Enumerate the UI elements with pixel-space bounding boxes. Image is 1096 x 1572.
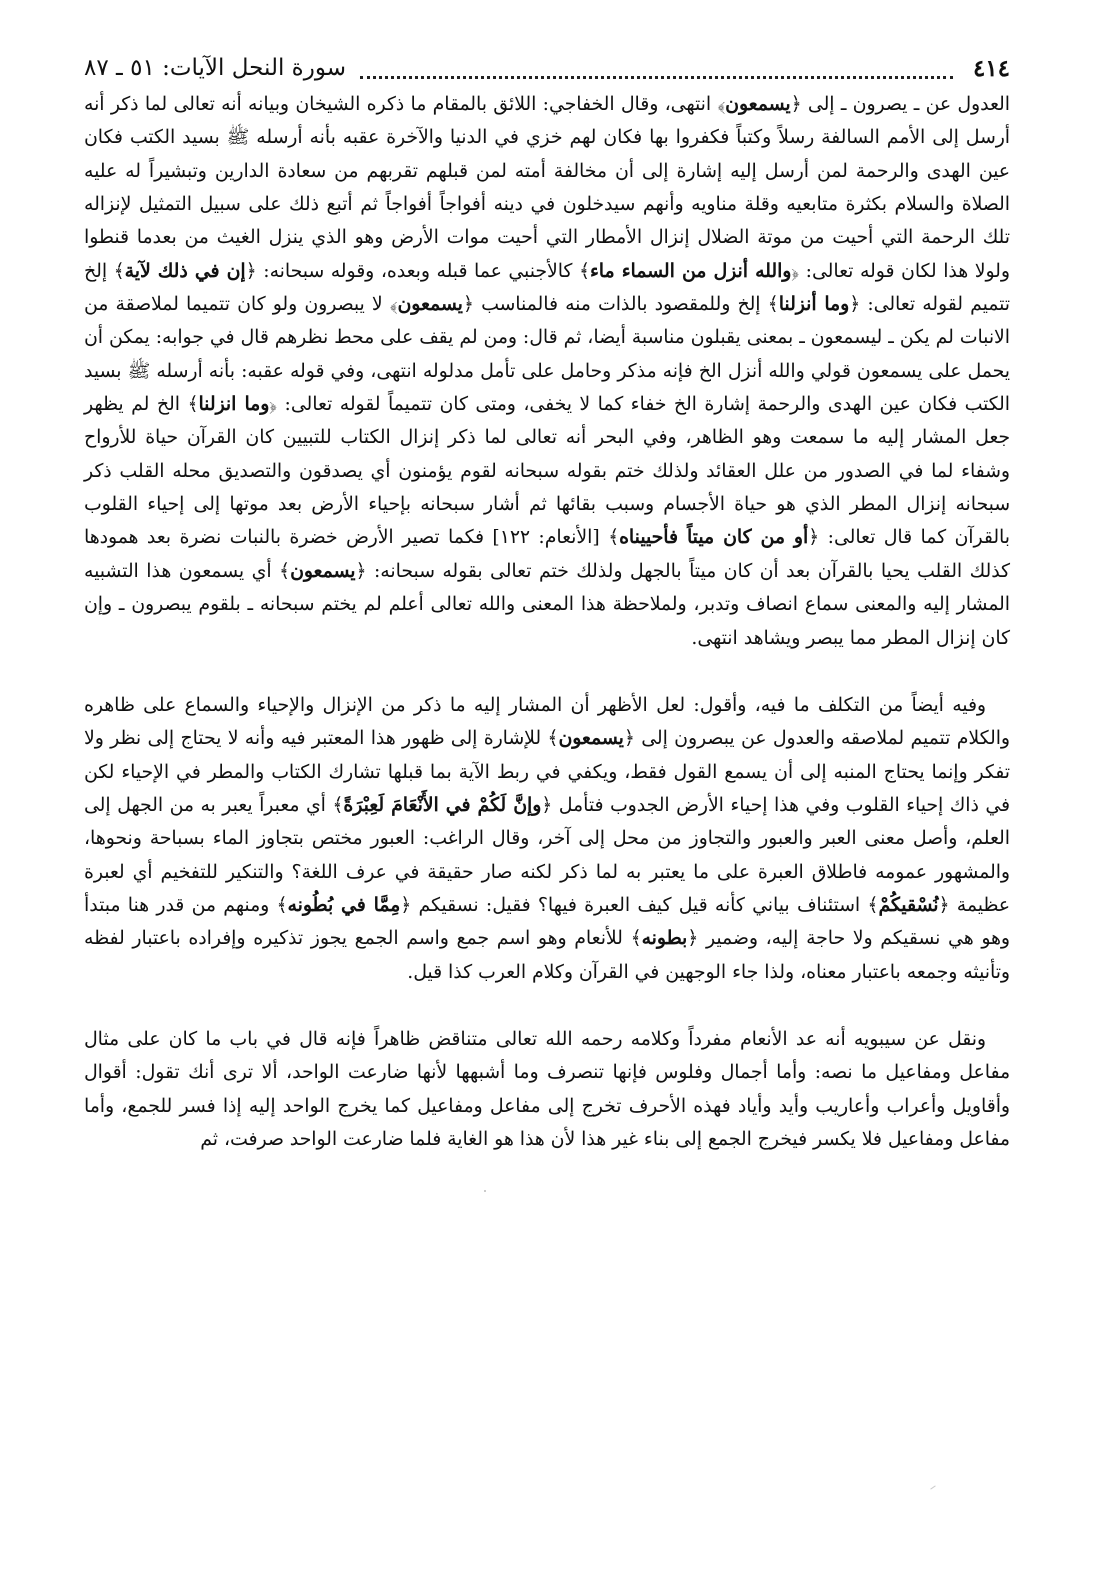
paragraph-text: أي يسمعون هذا التشبيه المشار إليه والمعنى سماع انصاف وتدبر، ولملاحظة هذا المعنى والله تعالى أعلم لم يختم سبحانه ـ بلقوم يبصرون ـ وإن كان إنزال المطر مما يبصر ويشاهد انتهى. xyxy=(84,560,1010,649)
quran-quote: بطونه xyxy=(641,927,688,950)
scan-speck xyxy=(484,1190,486,1192)
quran-quote: أو من كان ميتاً فأحييناه xyxy=(619,526,809,549)
quran-brace-open: ﴿ xyxy=(355,560,367,582)
surah-title: سورة النحل الآيات: ٥١ ـ ٨٧ xyxy=(84,55,346,81)
paragraph xyxy=(84,689,1010,989)
quran-quote: نُسْقيكُمْ xyxy=(878,893,939,916)
quran-brace-open: ﴿ xyxy=(687,928,699,950)
quran-brace-close: ﴾ xyxy=(608,527,620,549)
quran-quote: مِمَّا في بُطُونه xyxy=(287,893,401,916)
quran-brace-close: ﴾ xyxy=(867,894,879,916)
quran-brace-open: ﴿ xyxy=(808,527,820,549)
paragraph-text: استئناف بياني كأنه قيل كيف العبرة فيها؟ فقيل: نسقيكم xyxy=(411,894,868,916)
paragraph-text: للأنعام وهو اسم جمع واسم الجمع يجوز تذكيره وإفراده باعتبار لفظه وتأنيثه وجمعه باعتبار معناه، ولذا جاء الوجهين في القرآن وكلام العرب كذا قيل. xyxy=(84,928,1010,983)
paragraph-text: للإشارة إلى ظهور هذا المعتبر فيه وأنه لا يحتاج إلى نظر ولا تفكر وإنما يحتاج المنبه إلى أن يسمع القول فقط، ويكفي في ربط الآية بما قبلها تشارك الكتاب والمطر في الإحياء لكن في ذاك إحياء القلوب وفي هذا إحياء الأرض الجدوب فتأمل xyxy=(84,728,1010,816)
paragraph-text: ونقل عن سيبويه أنه عد الأنعام مفرداً وكلامه رحمه الله تعالى متناقض ظاهراً فإنه قال في باب ما كان على مثال مفاعل ومفاعيل ما نصه: وأما أجمال وفلوس فإنها تنصرف وما أشبهها لأنها ضارعت الواحد، ألا ترى أنك تقول: أقوال وأقاويل وأعراب وأعاريب وأيد وأياد فهذه الأحرف تخرج إلى مفاعل ومفاعيل كما يخرج الواحد إليه إذا فسر للجمع، وأما مفاعل ومفاعيل فلا يكسر فيخرج الجمع إلى بناء غير هذا لأن هذا هو الغاية فلما ضارعت الواحد صرفت، ثم xyxy=(84,1028,1010,1150)
quran-quote: يسمعون xyxy=(558,727,624,750)
quran-brace-open: ﴿ xyxy=(938,894,950,916)
paragraph-text: لا يبصرون ولو كان تتميما لملاصقة من الانبات لم يكن ـ ليسمعون ـ بمعنى يقبلون مناسبة أيضا، ثم قال: ومن لم يقف على محط نظرهم قال في جوابه: يمكن أن يحمل على يسمعون قولي والله أنزل الخ فإنه مذكر وحامل على تأمل مدلوله انتهى، وفي قوله عقبه: بأنه أرسله ﷺ بسيد الكتب فكان عين الهدى والرحمة إشارة الخ خفاء كما لا يخفى، ومتى كان تتميماً لقوله تعالى: xyxy=(84,294,1010,416)
quran-brace-open: ﴿ xyxy=(541,794,553,816)
paragraph-text: كالأجنبي عما قبله وبعده، وقوله سبحانه: xyxy=(256,260,579,282)
quran-brace-open: ﴿ xyxy=(623,728,635,750)
quran-brace-close: ﴾ xyxy=(630,928,642,950)
paragraph-text: انتهى، وقال الخفاجي: اللائق بالمقام ما ذكره الشيخان وبيانه أنه تعالى لما ذكر أنه أرسل إلى الأمم السالفة رسلاً وكتباً فكفروا بها فكان لهم خزي في الدنيا والآخرة عقبه بأنه أرسله ﷺ بسيد الكتب فكان عين الهدى والرحمة لمن أرسل إليه إشارة إلى أن مخالفة أمته لمن قبلهم تقربهم من سعادة الدارين وتبشيراً له عليه الصلاة والسلام بكثرة متابعيه وقلة مناويه وأنهم سيدخلون في دينه أفواجاً أفواجاً ثم أتبع ذلك على سبيل التمثيل لإنزاله تلك الرحمة التي أحيت من موتة الضلال إنزال الأمطار التي أحيت موات الأرض وهو الذي ينزل الغيث من بعدما قنطوا ولولا هذا لكان قوله تعالى: xyxy=(84,94,1010,282)
quran-brace-close: ﴾ xyxy=(578,260,590,282)
paragraph xyxy=(84,88,1010,655)
quran-quote: إن في ذلك لآية xyxy=(124,259,246,282)
quran-brace-open: ﴿ xyxy=(849,294,861,316)
paragraph-text: العدول عن ـ يصرون ـ إلى xyxy=(801,94,1010,115)
quran-quote: يسمعون xyxy=(290,559,356,582)
quran-brace-open: ﴿ xyxy=(269,394,278,416)
paragraph-text: [الأنعام: ١٢٢] فكما تصير الأرض خضرة بالنبات نضرة بعد همودها كذلك القلب يحيا بالقرآن بعد أن كان ميتاً بالجهل ولذلك ختم تعالى بقوله سبحانه: xyxy=(84,527,1010,582)
paragraph-text: الخ لم يظهر جعل المشار إليه ما سمعت وهو الظاهر، وفي البحر أنه تعالى لما ذكر إنزال الكتاب للتبيين كان القرآن حياة للأرواح وشفاء لما في الصدور من علل العقائد ولذلك ختم بقوله سبحانه لقوم يؤمنون أي يصدقون والتصديق محله القلب ذكر سبحانه إنزال المطر الذي هو حياة الأجسام وسبب بقائها ثم أشار سبحانه بإحياء الأرض بعد موتها إلى إحياء القلوب بالقرآن كما قال تعالى: xyxy=(84,394,1011,549)
page-header xyxy=(84,46,1010,90)
quran-quote: وما أنزلنا xyxy=(778,293,850,316)
page-number: ٤١٤ xyxy=(972,54,1010,82)
quran-brace-open: ﴿ xyxy=(790,94,802,115)
quran-quote: يسمعون xyxy=(725,93,791,115)
paragraph-text: إلخ تتميم لقوله تعالى: xyxy=(84,260,1010,316)
quran-quote: يسمعون xyxy=(397,293,463,316)
quran-brace-open: ﴿ xyxy=(462,294,474,316)
quran-brace-close: ﴾ xyxy=(279,560,291,582)
quran-brace-close: ﴾ xyxy=(187,394,199,416)
quran-brace-open: ﴿ xyxy=(245,260,257,282)
quran-quote: والله أنزل من السماء ماء xyxy=(589,259,792,282)
paragraph-text: ومنهم من قدر هنا مبتدأ وهو هي نسقيكم ولا حاجة إليه، وضمير xyxy=(84,894,1011,950)
paragraph-text: وفيه أيضاً من التكلف ما فيه، وأقول: لعل الأظهر أن المشار إليه ما ذكر من الإنزال والإحياء والسماع على ظاهره والكلام تتميم لملاصقه والعدول عن يبصرون إلى xyxy=(84,694,1010,750)
quran-brace-close: ﴾ xyxy=(767,294,779,316)
quran-brace-close: ﴾ xyxy=(113,260,125,282)
quran-quote: وإنَّ لَكُمْ في الأَنْعَامَ لَعِبْرَةً xyxy=(343,793,542,816)
paragraph-gap xyxy=(84,655,1010,689)
quran-brace-open: ﴿ xyxy=(791,260,800,282)
paragraph-text: أي معبراً يعبر به من الجهل إلى العلم، وأصل معنى العبر والعبور والتجاوز من محل إلى آخر، وقال الراغب: العبور مختص بتجاوز الماء بسباحة ونحوها، والمشهور عمومه فاطلاق العبرة على ما يعتبر به لما ذكر لكنه صار حقيقة في عرف اللغة؟ والتنكير للتفخيم أي لعبرة عظيمة xyxy=(84,794,1010,916)
quran-brace-close: ﴾ xyxy=(547,728,559,750)
quran-brace-close: ﴾ xyxy=(332,794,344,816)
quran-brace-close: ﴾ xyxy=(276,894,288,916)
paragraph-text: إلخ وللمقصود بالذات منه فالمناسب xyxy=(473,294,768,316)
quran-brace-close: ﴾ xyxy=(389,294,398,316)
quran-brace-open: ﴿ xyxy=(400,894,412,916)
quran-brace-close: ﴾ xyxy=(717,94,726,115)
paragraph xyxy=(84,1023,1010,1156)
header-dotted-leader xyxy=(360,64,953,79)
paragraph-gap xyxy=(84,989,1010,1023)
page-body xyxy=(84,88,1010,1156)
scan-mark xyxy=(930,1485,935,1489)
quran-quote: وما انزلنا xyxy=(198,393,270,416)
